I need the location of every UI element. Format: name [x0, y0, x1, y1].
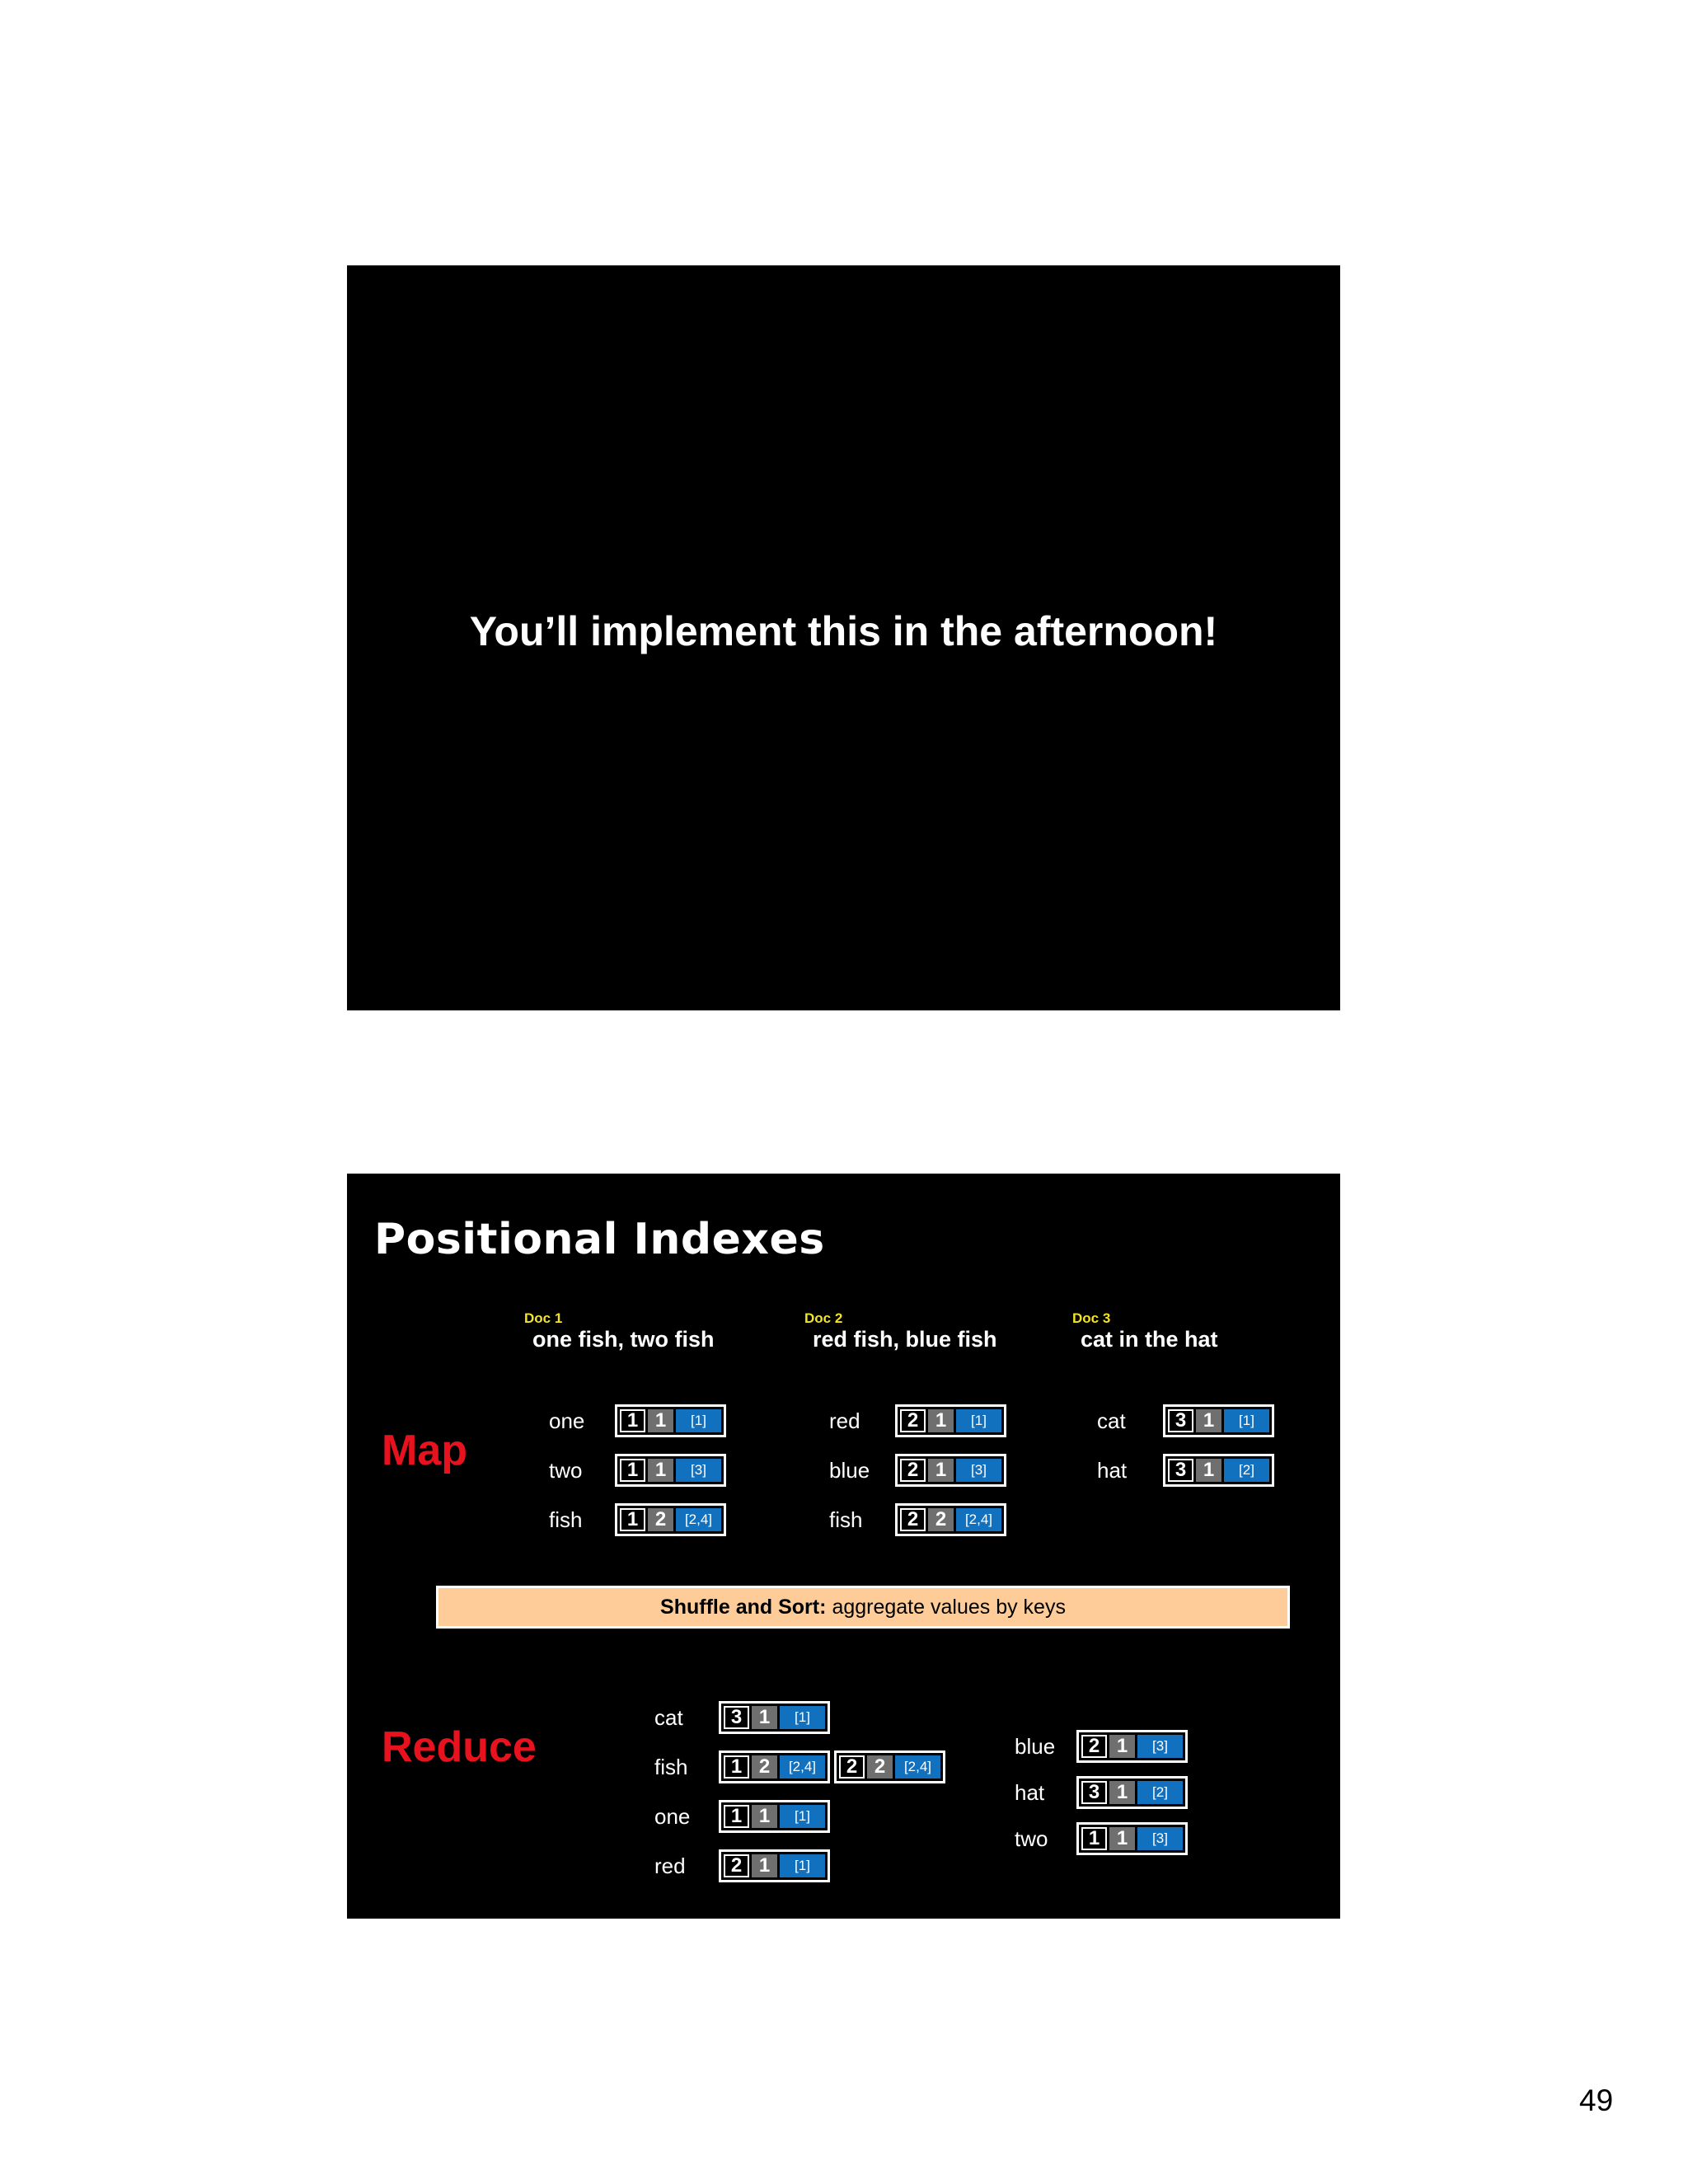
index-row: [549, 1502, 730, 1538]
posting-tf: 2: [648, 1508, 673, 1531]
shuffle-sort-bar: [436, 1586, 1290, 1629]
posting-tf: 1: [928, 1409, 954, 1432]
posting-docid: 2: [1081, 1735, 1107, 1758]
posting-positions: [2,4]: [780, 1755, 825, 1779]
posting-docid: 2: [724, 1854, 749, 1877]
doc-text: red fish, blue fish: [813, 1327, 997, 1352]
index-row: [1015, 1728, 1192, 1765]
slide-positional-indexes: [347, 1174, 1340, 1919]
posting-positions: [2,4]: [895, 1755, 940, 1779]
term: two: [549, 1457, 583, 1483]
posting: [895, 1454, 1006, 1487]
index-row: [829, 1452, 1010, 1488]
term: hat: [1097, 1457, 1128, 1483]
term: red: [829, 1408, 860, 1433]
posting: [895, 1404, 1006, 1437]
posting-tf: 1: [752, 1706, 777, 1729]
posting-tf: 1: [1196, 1409, 1221, 1432]
posting-tf: 1: [752, 1854, 777, 1877]
posting-positions: [1]: [780, 1706, 825, 1729]
posting-docid: 3: [1168, 1459, 1193, 1482]
posting-tf: 1: [648, 1459, 673, 1482]
posting-positions: [1]: [1224, 1409, 1269, 1432]
doc-label: Doc 2: [804, 1310, 843, 1326]
posting-docid: 1: [620, 1459, 645, 1482]
posting-docid: 1: [724, 1755, 749, 1779]
posting-docid: 1: [1081, 1827, 1107, 1850]
posting: [719, 1750, 830, 1783]
map-label: Map: [382, 1427, 467, 1474]
posting-tf: 1: [648, 1409, 673, 1432]
posting: [834, 1750, 945, 1783]
posting-positions: [3]: [676, 1459, 721, 1482]
posting: [1076, 1730, 1188, 1763]
posting: [615, 1454, 726, 1487]
posting-docid: 3: [1168, 1409, 1193, 1432]
posting: [615, 1503, 726, 1536]
posting-tf: 1: [1196, 1459, 1221, 1482]
slide2-title: Positional Indexes: [374, 1215, 825, 1264]
index-row: [829, 1502, 1010, 1538]
term: blue: [829, 1457, 870, 1483]
doc-text: one fish, two fish: [532, 1327, 715, 1352]
posting-tf: 1: [1109, 1781, 1135, 1804]
doc-header: [1072, 1310, 1218, 1352]
term: one: [549, 1408, 585, 1433]
index-row: [549, 1403, 730, 1439]
posting-docid: 1: [620, 1409, 645, 1432]
posting-positions: [1]: [780, 1805, 825, 1828]
posting-positions: [1]: [676, 1409, 721, 1432]
posting: [1076, 1776, 1188, 1809]
posting-positions: [1]: [780, 1854, 825, 1877]
posting-docid: 2: [900, 1409, 926, 1432]
posting-tf: 1: [752, 1805, 777, 1828]
posting-docid: 2: [900, 1459, 926, 1482]
index-row: [654, 1749, 950, 1785]
term: red: [654, 1853, 686, 1878]
posting-positions: [3]: [956, 1459, 1001, 1482]
posting: [1076, 1822, 1188, 1855]
term: fish: [549, 1507, 583, 1532]
posting: [719, 1849, 830, 1882]
posting-tf: 2: [867, 1755, 893, 1779]
posting-positions: [3]: [1137, 1827, 1183, 1850]
index-row: [549, 1452, 730, 1488]
term: cat: [654, 1704, 683, 1730]
posting-positions: [2]: [1224, 1459, 1269, 1482]
term: fish: [654, 1754, 688, 1779]
index-row: [1097, 1403, 1278, 1439]
posting-docid: 2: [900, 1508, 926, 1531]
term: one: [654, 1803, 691, 1829]
shuffle-text: aggregate values by keys: [832, 1595, 1066, 1619]
doc-header: [804, 1310, 997, 1352]
posting-docid: 1: [620, 1508, 645, 1531]
term: blue: [1015, 1733, 1056, 1759]
index-row: [1015, 1774, 1192, 1811]
posting: [719, 1701, 830, 1734]
posting-positions: [1]: [956, 1409, 1001, 1432]
posting-tf: 2: [752, 1755, 777, 1779]
posting-positions: [2,4]: [676, 1508, 721, 1531]
posting: [1163, 1404, 1274, 1437]
index-row: [654, 1798, 834, 1835]
shuffle-bold-text: Shuffle and Sort:: [660, 1595, 827, 1619]
posting-positions: [3]: [1137, 1735, 1183, 1758]
posting: [1163, 1454, 1274, 1487]
posting-tf: 2: [928, 1508, 954, 1531]
term: cat: [1097, 1408, 1126, 1433]
posting-docid: 2: [839, 1755, 865, 1779]
posting-docid: 3: [1081, 1781, 1107, 1804]
index-row: [654, 1848, 834, 1884]
posting-docid: 1: [724, 1805, 749, 1828]
posting-docid: 3: [724, 1706, 749, 1729]
term: two: [1015, 1825, 1048, 1851]
doc-text: cat in the hat: [1081, 1327, 1218, 1352]
doc-label: Doc 3: [1072, 1310, 1111, 1326]
term: fish: [829, 1507, 863, 1532]
slide1-heading: You’ll implement this in the afternoon!: [469, 608, 1218, 654]
doc-label: Doc 1: [524, 1310, 563, 1326]
posting: [895, 1503, 1006, 1536]
posting: [719, 1800, 830, 1833]
reduce-label: Reduce: [382, 1723, 537, 1771]
posting-positions: [2,4]: [956, 1508, 1001, 1531]
term: hat: [1015, 1779, 1045, 1805]
page-number: 49: [1579, 2083, 1614, 2117]
posting: [615, 1404, 726, 1437]
posting-tf: 1: [1109, 1735, 1135, 1758]
index-row: [1015, 1821, 1192, 1857]
index-row: [654, 1699, 834, 1736]
posting-tf: 1: [928, 1459, 954, 1482]
index-row: [1097, 1452, 1278, 1488]
doc-header: [524, 1310, 715, 1352]
index-row: [829, 1403, 1010, 1439]
posting-tf: 1: [1109, 1827, 1135, 1850]
slide-afternoon: [347, 265, 1340, 1010]
posting-positions: [2]: [1137, 1781, 1183, 1804]
